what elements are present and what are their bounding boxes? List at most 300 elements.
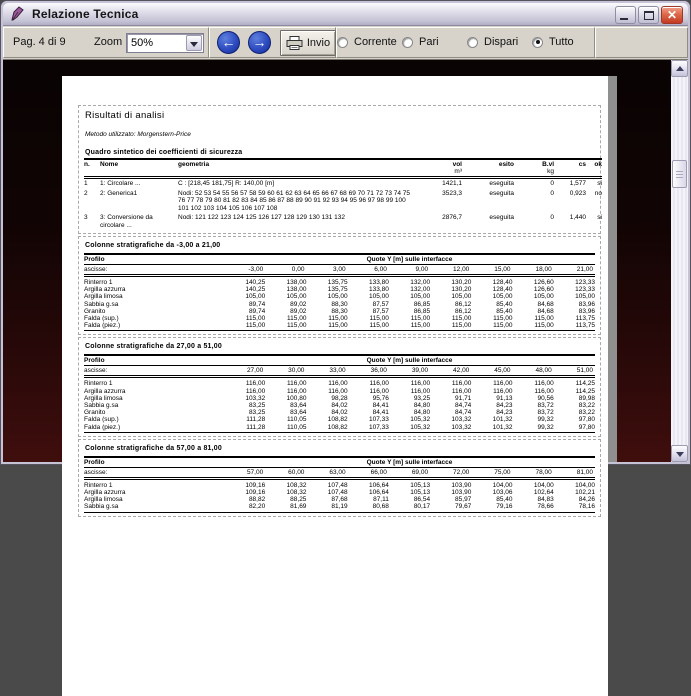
quote-value: 104,00: [533, 481, 554, 489]
window-title: Relazione Tecnica: [32, 7, 139, 21]
cell: 2: Generica1: [100, 189, 138, 197]
x-value: 75,00: [471, 467, 512, 478]
column-header: [462, 159, 522, 178]
strat-row: [84, 503, 595, 512]
layer-name: Argilla limosa: [84, 496, 123, 504]
cell: 2876,7: [442, 214, 462, 221]
quote-value: 83,72: [537, 402, 554, 410]
profile-header: Profilo: [84, 254, 224, 265]
column-header: [522, 159, 554, 178]
quote-value: 116,00: [493, 380, 513, 388]
print-preview-area: [3, 59, 688, 511]
quote-value: 105,00: [533, 293, 554, 301]
quote-value: 102,64: [533, 489, 554, 497]
radio-tutto[interactable]: [532, 35, 574, 49]
x-value: 69,00: [389, 467, 430, 478]
layer-name: Falda (sup.): [84, 315, 119, 323]
cell: eseguita: [489, 189, 514, 197]
strat-row: [84, 489, 595, 496]
cell: C : [218,45 181,75] R: 140,00 [m]: [178, 180, 275, 187]
strat-heading: Colonne stratigrafiche da 57,00 a 81,00: [85, 444, 222, 452]
cell: 3: Conversione da circolare ...: [100, 214, 153, 229]
quote-value: 88,82: [248, 496, 266, 504]
profile-header: Profilo: [84, 355, 224, 366]
cell: 3: [84, 214, 88, 221]
cell: no: [594, 189, 602, 197]
scroll-up-button[interactable]: [671, 60, 688, 77]
print-button-label: Invio: [306, 37, 331, 49]
radio-icon: [467, 37, 478, 48]
quote-value: 128,40: [492, 286, 513, 294]
quote-value: 115,00: [265, 322, 306, 331]
strat-row: [84, 276, 595, 287]
radio-dispari[interactable]: [467, 35, 518, 49]
radio-corrente[interactable]: [337, 35, 397, 49]
x-value: 81,00: [554, 467, 595, 478]
quote-value: 105,00: [245, 293, 266, 301]
quote-value: 116,00: [451, 380, 472, 388]
column-label: B.vl: [542, 161, 554, 168]
quote-value: 84,80: [413, 402, 431, 410]
quote-value: 133,80: [368, 286, 389, 294]
strat-row: [84, 301, 595, 308]
x-value: 30,00: [265, 366, 306, 377]
quote-value: 81,69: [265, 503, 306, 512]
cell: 0,923: [569, 189, 586, 197]
quote-value: 105,00: [451, 293, 472, 301]
x-value: 3,00: [306, 265, 347, 276]
quote-value: 84,02: [331, 402, 348, 410]
column-unit: m³: [454, 168, 462, 175]
layer-name: Falda (sup.): [84, 416, 119, 424]
quote-value: 105,13: [410, 489, 431, 497]
quote-value: 116,00: [245, 380, 266, 388]
zoom-label: Zoom: [94, 36, 123, 48]
quote-value: 105,32: [410, 416, 431, 424]
quote-value: 98,28: [331, 394, 348, 402]
layer-name: Argilla limosa: [84, 293, 123, 301]
x-value: 72,00: [430, 467, 471, 478]
x-value: 39,00: [389, 366, 430, 377]
layer-name: Argilla azzurra: [84, 489, 126, 497]
quote-value: 83,25: [248, 402, 266, 410]
cell: 1: [84, 180, 88, 187]
cell: 1,577: [569, 180, 586, 187]
strat-row: [84, 496, 595, 503]
x-value: 63,00: [306, 467, 347, 478]
strat-row: [84, 478, 595, 489]
quote-value: 115,00: [534, 315, 554, 323]
column-label: vol: [452, 161, 462, 168]
quote-value: 109,16: [245, 481, 266, 489]
quote-value: 126,60: [533, 279, 554, 286]
radio-icon: [337, 37, 348, 48]
quote-value: 110,05: [287, 416, 307, 424]
chevron-down-icon: [190, 42, 198, 47]
quote-value: 78,66: [513, 503, 554, 512]
ascisse-label: ascisse:: [84, 366, 224, 377]
quote-value: 114,25: [575, 387, 595, 395]
quote-value: 138,00: [286, 286, 307, 294]
radio-icon: [402, 37, 413, 48]
quote-value: 87,57: [372, 307, 389, 315]
quote-value: 84,41: [372, 409, 389, 417]
cell: eseguita: [489, 214, 514, 221]
quote-value: 84,41: [372, 402, 389, 410]
quote-value: 140,25: [245, 279, 266, 286]
quote-value: 108,82: [306, 424, 347, 433]
quote-value: 133,80: [368, 279, 389, 286]
quote-value: 105,00: [286, 293, 307, 301]
radio-label: Tutto: [549, 36, 574, 48]
quote-value: 79,16: [471, 503, 512, 512]
maximize-icon: [644, 11, 654, 20]
arrow-left-icon: [217, 31, 240, 54]
quote-value: 140,25: [245, 286, 266, 294]
toolbar: [3, 26, 688, 59]
toolbar-group-spacer: [595, 27, 688, 58]
quote-value: 84,23: [496, 402, 513, 410]
quote-value: 115,00: [328, 315, 348, 323]
quote-value: 85,40: [496, 307, 513, 315]
quote-value: 111,28: [246, 416, 266, 424]
quote-value: 87,68: [331, 496, 348, 504]
quote-value: 86,12: [455, 300, 472, 308]
summary-header-row: [84, 159, 602, 178]
title-bar[interactable]: [3, 3, 688, 26]
quote-value: 128,40: [492, 279, 513, 286]
quote-value: 106,64: [368, 481, 389, 489]
strat-row: [84, 409, 595, 416]
strat-row: [84, 395, 595, 402]
x-value: 57,00: [224, 467, 265, 478]
document-content: [78, 105, 601, 519]
quote-value: 83,25: [248, 409, 266, 417]
cell: 1,440: [569, 214, 586, 221]
layer-name: Sabbia g.sa: [84, 402, 119, 410]
quote-value: 86,12: [455, 307, 472, 315]
x-value: 0,00: [265, 265, 306, 276]
quote-value: 103,32: [245, 394, 266, 402]
quote-value: 107,33: [348, 424, 389, 433]
radio-icon: [532, 37, 543, 48]
column-header: [100, 159, 178, 178]
close-icon: ✕: [666, 8, 678, 22]
quote-header: Quote Y [m] sulle interfacce: [224, 254, 595, 265]
radio-label: Pari: [419, 36, 439, 48]
printer-icon: [286, 36, 303, 50]
quote-value: 103,32: [451, 416, 472, 424]
radio-label: Corrente: [354, 36, 397, 48]
column-label: Nome: [100, 161, 119, 168]
quote-value: 87,57: [372, 300, 389, 308]
quote-value: 89,98: [578, 394, 595, 402]
quote-value: 101,32: [492, 416, 513, 424]
quote-value: 115,00: [430, 322, 471, 331]
quote-value: 83,22: [578, 402, 595, 410]
quote-value: 116,00: [451, 387, 472, 395]
strat-row: [84, 322, 595, 331]
profile-header: Profilo: [84, 457, 224, 468]
cell: 3523,3: [442, 189, 462, 197]
ascisse-row: [84, 467, 595, 478]
previous-page-button[interactable]: [215, 29, 242, 56]
quote-value: 89,02: [290, 307, 307, 315]
quote-value: 90,56: [537, 394, 554, 402]
quote-value: 97,80: [554, 424, 595, 433]
quote-value: 104,00: [575, 481, 595, 489]
quote-value: 88,30: [331, 307, 348, 315]
strat-row: [84, 377, 595, 388]
ascisse-row: [84, 265, 595, 276]
scrollbar-thumb[interactable]: [672, 160, 687, 188]
quote-value: 116,00: [410, 387, 431, 395]
quill-pen-icon: [10, 6, 26, 22]
quote-value: 116,00: [534, 387, 554, 395]
quote-value: 87,11: [373, 496, 389, 504]
quote-value: 83,64: [290, 402, 307, 410]
strat-header-row: [84, 355, 595, 366]
x-value: 48,00: [513, 366, 554, 377]
quote-value: 91,13: [496, 394, 513, 402]
layer-name: Granito: [84, 409, 106, 417]
quote-value: 99,32: [513, 424, 554, 433]
quote-value: 80,68: [348, 503, 389, 512]
quote-value: 89,74: [248, 300, 266, 308]
quote-value: 102,21: [575, 489, 595, 497]
quote-value: 113,75: [554, 322, 595, 331]
x-value: 6,00: [348, 265, 389, 276]
quote-value: 115,00: [493, 315, 513, 323]
zoom-dropdown-button[interactable]: [186, 35, 202, 51]
quote-value: 105,13: [410, 481, 431, 489]
quote-value: 135,75: [327, 286, 348, 294]
cell: 0: [550, 189, 554, 197]
strat-table: [84, 253, 595, 331]
quote-value: 116,00: [534, 380, 554, 388]
quote-value: 101,32: [471, 424, 512, 433]
quote-value: 132,00: [410, 279, 431, 286]
section-results: [78, 105, 601, 234]
summary-row: [84, 178, 602, 189]
quote-value: 116,00: [493, 387, 513, 395]
arrow-right-icon: [248, 31, 271, 54]
cell: 0: [550, 180, 554, 187]
layer-name: Argilla limosa: [84, 394, 123, 402]
x-value: 42,00: [430, 366, 471, 377]
quote-value: 85,40: [496, 300, 513, 308]
quote-value: 88,25: [290, 496, 307, 504]
column-label: cs: [578, 161, 586, 168]
quote-value: 81,19: [306, 503, 347, 512]
cell: si: [597, 214, 602, 221]
page-indicator: Pag. 4 di 9: [13, 36, 66, 48]
quote-value: 85,97: [455, 496, 472, 504]
quote-value: 116,00: [328, 387, 348, 395]
quote-value: 84,23: [496, 409, 513, 417]
quote-value: 84,74: [455, 402, 472, 410]
page-shadow: [608, 76, 617, 462]
section-strat-1: [78, 236, 601, 335]
section-strat-3: [78, 439, 601, 517]
quote-value: 123,33: [575, 286, 595, 294]
quote-value: 86,85: [413, 300, 431, 308]
quote-value: 85,40: [496, 496, 513, 504]
quote-value: 97,80: [578, 416, 595, 424]
quote-value: 104,00: [492, 481, 513, 489]
quote-value: 115,00: [369, 315, 389, 323]
close-button[interactable]: [661, 6, 683, 24]
document-title: Risultati di analisi: [85, 110, 165, 121]
quote-value: 130,20: [451, 279, 472, 286]
strat-row: [84, 293, 595, 300]
quote-value: 91,71: [455, 394, 472, 402]
layer-name: Falda (piez.): [84, 424, 224, 433]
quote-value: 108,32: [286, 481, 307, 489]
quote-value: 115,00: [513, 322, 554, 331]
column-header: [554, 159, 586, 178]
summary-row: [84, 213, 602, 230]
quote-value: 89,74: [248, 307, 266, 315]
quote-value: 93,25: [413, 394, 431, 402]
x-value: 66,00: [348, 467, 389, 478]
quote-value: 115,00: [306, 322, 347, 331]
quote-value: 100,80: [286, 394, 307, 402]
column-unit: kg: [547, 168, 554, 175]
triangle-down-icon: [676, 452, 684, 457]
quote-value: 132,00: [410, 286, 431, 294]
x-value: 9,00: [389, 265, 430, 276]
x-value: 36,00: [348, 366, 389, 377]
minimize-button[interactable]: [615, 6, 636, 24]
quote-value: 116,00: [369, 387, 389, 395]
x-value: -3,00: [224, 265, 265, 276]
quote-value: 83,96: [578, 307, 595, 315]
cell: 1421,1: [442, 180, 462, 187]
vertical-scrollbar[interactable]: [671, 60, 688, 462]
quote-value: 107,48: [327, 489, 348, 497]
radio-label: Dispari: [484, 36, 519, 48]
layer-name: Rinterro 1: [84, 279, 113, 286]
strat-header-row: [84, 254, 595, 265]
quote-value: 84,83: [537, 496, 554, 504]
quote-value: 105,32: [389, 424, 430, 433]
strat-row: [84, 308, 595, 315]
quote-value: 115,00: [410, 315, 431, 323]
cell: si: [597, 180, 602, 187]
document-page: [62, 76, 608, 696]
column-header: [84, 159, 100, 178]
x-value: 51,00: [554, 366, 595, 377]
quote-value: 114,25: [575, 380, 595, 388]
triangle-up-icon: [676, 66, 684, 71]
strat-header-row: [84, 457, 595, 468]
quote-value: 88,30: [331, 300, 348, 308]
quote-value: 103,90: [451, 481, 472, 489]
strat-heading: Colonne stratigrafiche da 27,00 a 51,00: [85, 343, 222, 351]
method-line: Metodo utilizzato: Morgenstern-Price: [85, 131, 191, 138]
quote-value: 86,85: [413, 307, 431, 315]
strat-row: [84, 315, 595, 322]
cell: Nodi: 52 53 54 55 56 57 58 59 60 61 62 63 64 65 66 67 68 69 70 71 72 73 74 75 76 77 78 79 80 81 82 83 84 85 86 87 88 89 90 91 92 93 94 95 96 97 98 99 100 101 102 103 104 105 106 107 108: [178, 189, 411, 212]
cell: eseguita: [489, 180, 514, 187]
strat-row: [84, 416, 595, 423]
cell: 0: [550, 214, 554, 221]
summary-heading: Quadro sintetico dei coefficienti di sicurezza: [85, 149, 243, 156]
cell: 2: [84, 189, 88, 197]
print-button[interactable]: [280, 30, 336, 56]
scroll-down-button[interactable]: [671, 445, 688, 462]
quote-value: 126,60: [533, 286, 554, 294]
column-label: n.: [84, 161, 90, 168]
quote-value: 106,64: [368, 489, 389, 497]
quote-value: 105,00: [410, 293, 431, 301]
next-page-button[interactable]: [246, 29, 273, 56]
quote-value: 115,00: [471, 322, 512, 331]
quote-value: 111,28: [224, 424, 265, 433]
column-label: geometria: [178, 161, 210, 168]
quote-value: 108,32: [286, 489, 307, 497]
summary-row: [84, 189, 602, 214]
quote-value: 110,05: [265, 424, 306, 433]
quote-value: 115,00: [451, 315, 472, 323]
layer-name: Sabbia g.sa: [84, 503, 224, 512]
quote-value: 108,82: [327, 416, 348, 424]
quote-value: 99,32: [537, 416, 554, 424]
x-value: 12,00: [430, 265, 471, 276]
layer-name: Rinterro 1: [84, 481, 113, 489]
x-value: 33,00: [306, 366, 347, 377]
strat-row: [84, 388, 595, 395]
layer-name: Rinterro 1: [84, 380, 113, 388]
strat-row: [84, 402, 595, 409]
maximize-button[interactable]: [638, 6, 659, 24]
radio-pari[interactable]: [402, 35, 439, 49]
quote-value: 123,33: [575, 279, 595, 286]
ascisse-row: [84, 366, 595, 377]
layer-name: Granito: [84, 307, 106, 315]
x-value: 21,00: [554, 265, 595, 276]
layer-name: Argilla azzurra: [84, 286, 126, 294]
quote-value: 103,32: [430, 424, 471, 433]
quote-value: 116,00: [369, 380, 389, 388]
quote-value: 116,00: [287, 380, 307, 388]
quote-value: 107,33: [368, 416, 389, 424]
ascisse-label: ascisse:: [84, 265, 224, 276]
quote-value: 135,75: [327, 279, 348, 286]
ascisse-label: ascisse:: [84, 467, 224, 478]
zoom-select[interactable]: [126, 33, 204, 53]
quote-value: 138,00: [286, 279, 307, 286]
quote-header: Quote Y [m] sulle interfacce: [224, 457, 595, 468]
quote-value: 103,06: [492, 489, 513, 497]
quote-value: 115,00: [389, 322, 430, 331]
quote-value: 89,02: [290, 300, 307, 308]
minimize-icon: [620, 18, 628, 20]
x-value: 78,00: [513, 467, 554, 478]
quote-value: 115,00: [224, 322, 265, 331]
quote-value: 83,22: [578, 409, 595, 417]
strat-row: [84, 286, 595, 293]
quote-value: 105,00: [368, 293, 389, 301]
quote-value: 79,67: [430, 503, 471, 512]
cell: Nodi: 121 122 123 124 125 126 127 128 129 130 131 132: [178, 214, 345, 221]
quote-value: 105,00: [575, 293, 595, 301]
quote-value: 84,02: [331, 409, 348, 417]
summary-table: [84, 158, 602, 230]
quote-value: 109,16: [245, 489, 266, 497]
quote-value: 105,00: [492, 293, 513, 301]
